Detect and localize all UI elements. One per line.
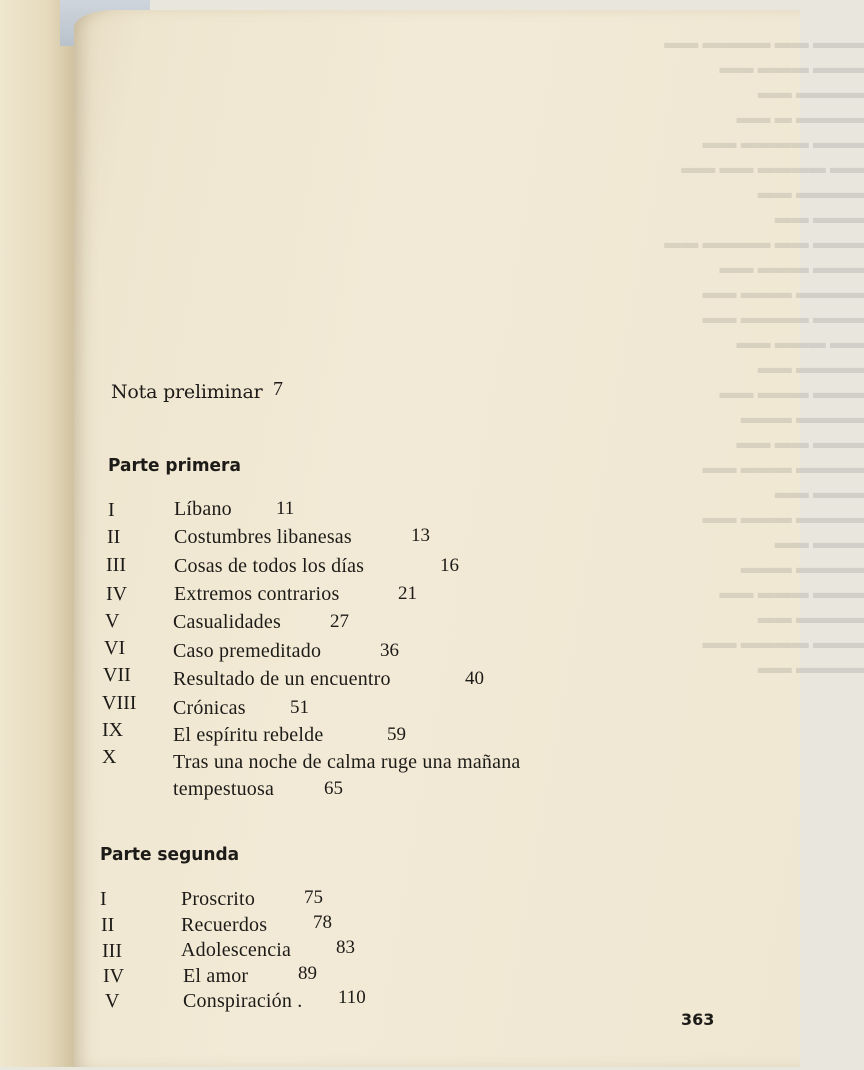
facing-page-edge xyxy=(0,0,78,1067)
chapter-title: Casualidades xyxy=(173,611,281,633)
chapter-page: 27 xyxy=(330,611,349,632)
chapter-title: Cosas de todos los días xyxy=(174,555,365,577)
chapter-number: II xyxy=(107,526,121,548)
chapter-title: Recuerdos xyxy=(181,914,268,936)
chapter-title: Extremos contrarios xyxy=(174,583,340,605)
part-one-heading: Parte primera xyxy=(108,455,241,477)
chapter-title: Tras una noche de calma ruge una mañana xyxy=(173,751,521,773)
chapter-page: 110 xyxy=(338,987,366,1008)
chapter-number: III xyxy=(106,554,126,576)
show-through-text: ▬▬▬ ▬▬ ▬▬▬▬ ▬▬ ▬▬▬ ▬▬▬ ▬▬ ▬▬▬▬ ▬▬ ▬▬▬▬ ▬ ▬▬ ▬▬▬ ▬▬▬▬ ▬▬ ▬▬ ▬▬▬▬ ▬▬ ▬▬ ▬▬▬▬ ▬▬ ▬▬▬ ▬▬ ▬▬▬ ▬▬ ▬▬▬▬ ▬▬ ▬▬▬ ▬▬▬ ▬▬ ▬▬▬▬ ▬▬▬ ▬▬ ▬▬▬ ▬▬▬▬ ▬▬ ▬▬ ▬▬▬ ▬▬ ▬▬▬▬ ▬▬ ▬▬▬ ▬▬▬ ▬▬ ▬▬▬▬ ▬▬▬ ▬▬▬ ▬▬ ▬▬ ▬▬▬▬ ▬▬▬ ▬▬ ▬▬▬ ▬▬ ▬▬▬▬ ▬▬▬ ▬▬ ▬▬▬ ▬▬ ▬▬▬▬ ▬▬▬ ▬▬▬ ▬▬▬ ▬▬ ▬▬▬▬ ▬▬ ▬▬▬ ▬▬▬▬ ▬▬ ▬▬▬▬ ▬▬ xyxy=(664,33,864,677)
chapter-number: IV xyxy=(103,965,125,987)
chapter-title: Adolescencia xyxy=(181,939,292,961)
chapter-number: IV xyxy=(106,583,128,605)
nota-preliminar-label: Nota preliminar xyxy=(111,381,263,403)
chapter-number: II xyxy=(101,914,115,936)
chapter-page: 78 xyxy=(313,912,332,933)
chapter-title: Líbano xyxy=(174,498,232,520)
chapter-page: 13 xyxy=(411,525,430,546)
chapter-title: Proscrito xyxy=(181,888,256,910)
chapter-number: I xyxy=(100,888,107,910)
chapter-page: 40 xyxy=(465,668,484,689)
chapter-page: 65 xyxy=(324,778,343,799)
chapter-title: Conspiración . xyxy=(183,990,303,1012)
chapter-page: 51 xyxy=(290,697,309,718)
chapter-page: 16 xyxy=(440,555,459,576)
chapter-title: El espíritu rebelde xyxy=(173,724,324,746)
chapter-page: 21 xyxy=(398,583,417,604)
chapter-title: Costumbres libanesas xyxy=(174,526,352,548)
page-number: 363 xyxy=(681,1010,715,1029)
part-two-heading: Parte segunda xyxy=(100,844,240,866)
chapter-number: VII xyxy=(103,664,131,686)
chapter-title-continuation: tempestuosa xyxy=(173,778,275,800)
chapter-title: El amor xyxy=(183,965,249,987)
chapter-page: 83 xyxy=(336,937,355,958)
nota-preliminar-page: 7 xyxy=(273,378,283,400)
chapter-page: 59 xyxy=(387,724,406,745)
chapter-title: Resultado de un encuentro xyxy=(173,668,391,690)
chapter-page: 75 xyxy=(304,887,323,908)
chapter-number: V xyxy=(105,990,120,1012)
chapter-number: VIII xyxy=(102,692,137,714)
chapter-number: III xyxy=(102,940,122,962)
chapter-number: I xyxy=(108,499,115,521)
chapter-number: V xyxy=(105,610,120,632)
chapter-title: Caso premeditado xyxy=(173,640,322,662)
chapter-page: 89 xyxy=(298,963,317,984)
chapter-page: 36 xyxy=(380,640,399,661)
chapter-page: 11 xyxy=(276,498,295,519)
chapter-number: IX xyxy=(102,719,124,741)
chapter-title: Crónicas xyxy=(173,697,246,719)
chapter-number: X xyxy=(102,746,117,768)
chapter-number: VI xyxy=(104,637,126,659)
